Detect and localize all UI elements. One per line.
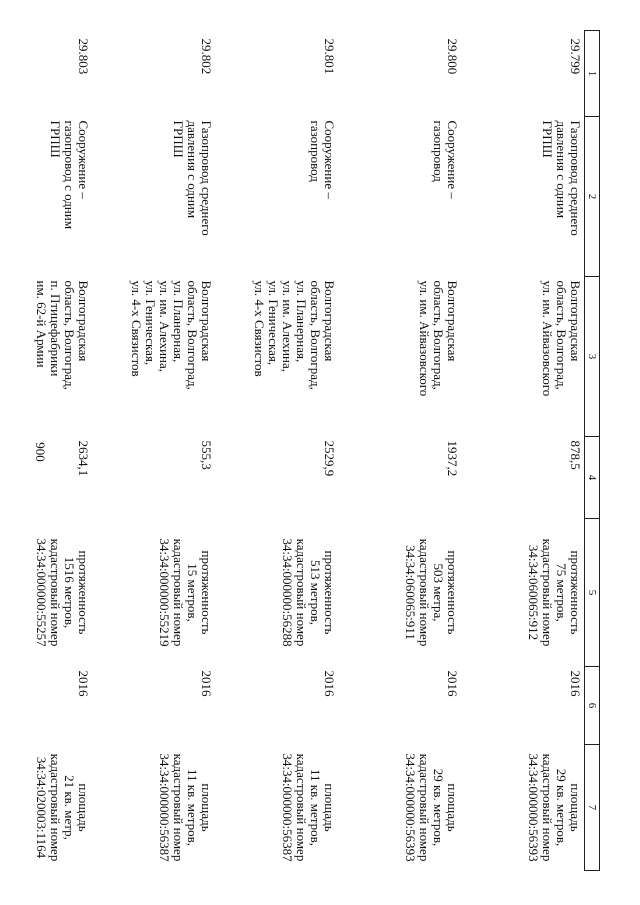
cell-number: 29.801 xyxy=(322,38,338,75)
cell-address-line: область, Волгоград, xyxy=(554,280,569,390)
cell-object-name-line: Сооружение – xyxy=(76,120,92,199)
cell-number: 29.800 xyxy=(445,38,461,75)
cell-area xyxy=(339,745,462,871)
cell-address xyxy=(462,277,585,437)
table-header xyxy=(585,31,600,871)
cell-area-line: площадь xyxy=(568,783,583,832)
cell-year: 2016 xyxy=(199,670,215,697)
cell-value: 2634,1 xyxy=(76,440,92,477)
table-row xyxy=(339,31,462,871)
cell-area xyxy=(216,745,339,871)
cell-object-name-line: ГРПШ xyxy=(540,120,555,158)
table-row xyxy=(462,31,585,871)
cell-characteristics-line: кадастровый номер xyxy=(540,538,555,647)
cell-characteristics-line: 1516 метров, xyxy=(62,556,78,629)
cell-address-line: ул. Геническая, xyxy=(143,280,159,366)
cell-object-name-line: газопровод xyxy=(308,120,324,182)
cell-address-line: ул. им. Алехина, xyxy=(280,280,296,373)
cell-characteristics xyxy=(93,519,216,667)
cell-area-line: 34:34:000000:56387 xyxy=(157,753,173,862)
cell-address-line: п. Птицефабрики xyxy=(48,280,64,377)
cell-area-line: 21 кв. метр, xyxy=(62,775,78,840)
cell-year: 2016 xyxy=(568,670,583,697)
cell-address-line: область, Волгоград, xyxy=(308,280,324,390)
table-row xyxy=(93,31,216,871)
cell-characteristics xyxy=(339,519,462,667)
cell-area-line: площадь xyxy=(445,783,461,832)
cell-address xyxy=(339,277,462,437)
cell-address-line: ул. Планерная, xyxy=(294,280,310,363)
cell-value: 878,5 xyxy=(568,440,583,470)
cell-address-line: им. 62-й Армии xyxy=(34,280,50,368)
column-header-2: 2 xyxy=(585,117,600,277)
cell-area-line: кадастровый номер xyxy=(540,753,555,862)
cell-characteristics-line: 75 метров, xyxy=(554,563,569,622)
column-header-1: 1 xyxy=(585,31,600,117)
cell-characteristics-line: 34:34:000000:55219 xyxy=(157,538,173,647)
cell-characteristics-line: кадастровый номер xyxy=(48,538,64,647)
cell-address-line: ул. им. Айвазовского xyxy=(417,280,433,397)
cell-area-line: кадастровый номер xyxy=(48,753,64,862)
cell-characteristics xyxy=(216,519,339,667)
cell-characteristics-line: 34:34:060065:912 xyxy=(526,544,541,641)
cell-address-line: Волгоградская xyxy=(445,280,461,362)
cell-area-line: 11 кв. метров, xyxy=(185,769,201,846)
cell-object-name-line: давления с одним xyxy=(554,120,569,219)
cell-object-name-line: Газопровод среднего xyxy=(568,120,583,236)
column-header-4: 4 xyxy=(585,437,600,519)
cell-area-line: 34:34:000000:56387 xyxy=(280,753,296,862)
cell-area-line: 11 кв. метров, xyxy=(308,769,324,846)
cell-number: 29.803 xyxy=(76,38,92,75)
cell-area-line: 34:34:000000:56393 xyxy=(403,753,419,862)
cell-object-name xyxy=(0,117,93,277)
cell-area xyxy=(462,745,585,871)
cell-address-line: ул. им. Алехина, xyxy=(157,280,173,373)
cell-area-line: площадь xyxy=(322,783,338,832)
cell-object-name-line: газопровод с одним xyxy=(62,120,78,230)
cell-address xyxy=(93,277,216,437)
cell-object-name-line: Сооружение – xyxy=(445,120,461,199)
cell-object-name xyxy=(339,117,462,277)
cell-address-line: ул. Геническая, xyxy=(266,280,282,366)
cell-object-name-line: давления с одним xyxy=(185,120,201,219)
cell-characteristics-line: 34:34:060065:911 xyxy=(403,545,419,640)
cell-characteristics-line: протяженность xyxy=(76,550,92,635)
registry-table xyxy=(0,30,600,871)
cell-characteristics-line: 513 метров, xyxy=(308,560,324,625)
cell-object-name xyxy=(462,117,585,277)
cell-characteristics xyxy=(0,519,93,667)
cell-address-line: область, Волгоград, xyxy=(185,280,201,390)
cell-characteristics-line: 34:34:000000:56288 xyxy=(280,538,296,647)
cell-area-line: кадастровый номер xyxy=(294,753,310,862)
cell-address-line: Волгоградская xyxy=(322,280,338,362)
cell-area-line: 29 кв. метров, xyxy=(431,768,447,847)
cell-value: 2529,9 xyxy=(322,440,338,477)
cell-area-line: кадастровый номер xyxy=(171,753,187,862)
cell-characteristics-line: протяженность xyxy=(199,550,215,635)
cell-object-name-line: Сооружение – xyxy=(322,120,338,199)
table-body xyxy=(0,31,585,871)
column-header-6: 6 xyxy=(585,667,600,745)
cell-characteristics-line: протяженность xyxy=(445,550,461,635)
cell-number: 29.799 xyxy=(568,38,583,75)
cell-area-line: кадастровый номер xyxy=(417,753,433,862)
cell-characteristics-line: 34:34:000000:55257 xyxy=(34,538,50,647)
cell-address-line: Волгоградская xyxy=(199,280,215,362)
cell-year: 2016 xyxy=(76,670,92,697)
cell-characteristics-line: протяженность xyxy=(568,550,583,635)
cell-characteristics xyxy=(462,519,585,667)
column-header-5: 5 xyxy=(585,519,600,667)
cell-characteristics-line: протяженность xyxy=(322,550,338,635)
cell-characteristics-line: кадастровый номер xyxy=(417,538,433,647)
cell-year: 2016 xyxy=(322,670,338,697)
cell-area-line: 34:34:000000:56393 xyxy=(526,753,541,862)
cell-object-name-line: ГРПШ xyxy=(48,120,64,158)
cell-object-name-line: Газопровод среднего xyxy=(199,120,215,236)
cell-year: 2016 xyxy=(445,670,461,697)
cell-characteristics-line: 503 метра, xyxy=(431,563,447,622)
cell-address-line: область, Волгоград, xyxy=(431,280,447,390)
cell-address-line: ул. 4-х Связистов xyxy=(129,280,145,377)
cell-address xyxy=(216,277,339,437)
cell-area-line: 29 кв. метров, xyxy=(554,768,569,847)
cell-value: 555,3 xyxy=(199,440,215,470)
column-header-7: 7 xyxy=(585,745,600,871)
cell-characteristics-line: кадастровый номер xyxy=(171,538,187,647)
cell-value: 1937,2 xyxy=(445,440,461,477)
table-row xyxy=(216,31,339,871)
cell-address-line: область, Волгоград, xyxy=(62,280,78,390)
cell-address-line: ул. 4-х Связистов xyxy=(252,280,268,377)
cell-object-name-line: ГРПШ xyxy=(171,120,187,158)
cell-address-line: ул. Планерная, xyxy=(171,280,187,363)
cell-object-name-line: газопровод xyxy=(431,120,447,182)
cell-area-line: площадь xyxy=(76,783,92,832)
cell-address-line: Волгоградская xyxy=(568,280,583,362)
cell-object-name xyxy=(216,117,339,277)
cell-characteristics-line: 15 метров, xyxy=(185,563,201,622)
cell-number: 29.802 xyxy=(199,38,215,75)
cell-area xyxy=(0,745,93,871)
page-number: 900 xyxy=(33,442,48,462)
cell-area xyxy=(93,745,216,871)
column-header-3: 3 xyxy=(585,277,600,437)
cell-object-name xyxy=(93,117,216,277)
cell-address xyxy=(0,277,93,437)
cell-area-line: 34:34:020003:1164 xyxy=(34,756,50,859)
table-row xyxy=(0,31,93,871)
cell-area-line: площадь xyxy=(199,783,215,832)
cell-address-line: ул. им. Айвазовского xyxy=(540,280,555,397)
cell-address-line: Волгоградская xyxy=(76,280,92,362)
cell-characteristics-line: кадастровый номер xyxy=(294,538,310,647)
